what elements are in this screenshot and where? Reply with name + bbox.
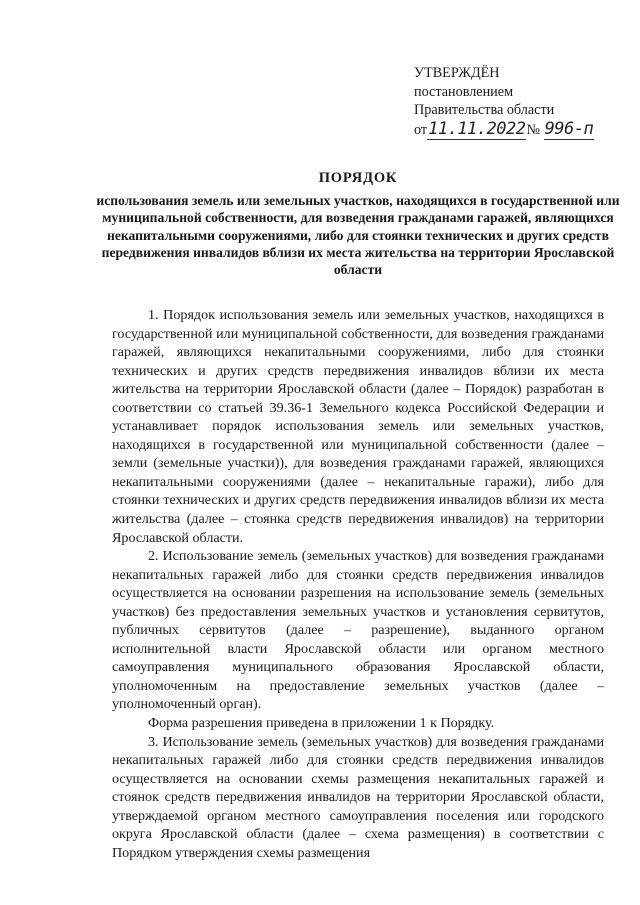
paragraph: 2. Использование земель (земельных участков) для возведения гражданами некапитальных гаражей либо для стоянки средств передвижения инвалидов осуществляется на основании разрешения на использование земель (земельных участков) без предоставления земельных участков и установления сервитутов, публичных сервитутов (далее – разрешение), выданного органом исполнительной власти Ярославской области или органом местного самоуправления муниципального образования Ярославской области, уполномоченным на предоставление земельных участков (далее – уполномоченный орган). xyxy=(112,548,604,713)
handwritten-date: 11.11.2022 xyxy=(428,118,526,139)
number-prefix: № xyxy=(526,121,541,138)
approval-date-number xyxy=(414,120,614,140)
paragraph: 1. Порядок использования земель или земельных участков, находящихся в государственной или муниципальной собственности, для возведения гражданами гаражей, являющихся некапитальными сооружениями, либо для стоянки технических и других средств передвижения инвалидов вблизи их места жительства на территории Ярославской области (далее – Порядок) разработан в соответствии со статьей 39.36-1 Земельного кодекса Российской Федерации и устанавливает порядок использования земель или земельных участков, находящихся в государственной или муниципальной собственности (далее – земли (земельные участки)), для возведения гражданами гаражей, являющихся некапитальными сооружениями (далее – некапитальные гаражи), либо для стоянки технических и других средств передвижения инвалидов вблизи их места жительства (далее – стоянка средств передвижения инвалидов) на территории Ярославской области. xyxy=(112,307,604,546)
approval-decree: постановлением xyxy=(414,83,514,100)
document-title: ПОРЯДОК xyxy=(318,170,398,186)
handwritten-number: 996-п xyxy=(544,118,594,139)
document-body xyxy=(112,306,604,862)
document-subtitle: использования земель или земельных участков, находящихся в государственной или муниципальной собственности, для возведения гражданами гаражей, являющихся некапитальными сооружениями, либо для стоянки технических и других средств передвижения инвалидов вблизи их места жительства на территории Ярославской области xyxy=(96,193,620,278)
paragraph: Форма разрешения приведена в приложении 1 к Порядку. xyxy=(148,715,495,732)
document-heading xyxy=(96,168,620,278)
approval-block xyxy=(414,64,614,139)
approval-title: УТВЕРЖДЁН xyxy=(414,65,500,81)
approval-authority: Правительства области xyxy=(414,102,555,118)
date-prefix: от xyxy=(414,121,428,138)
paragraph: 3. Использование земель (земельных участков) для возведения гражданами некапитальных гаражей либо для стоянки средств передвижения инвалидов осуществляется на основании схемы размещения некапитальных гаражей и стоянок средств передвижения инвалидов на территории Ярославской области, утверждаемой органом местного самоуправления поселения или городского округа Ярославской области (далее – схема размещения) в соответствии с Порядком утверждения схемы размещения xyxy=(112,733,604,861)
